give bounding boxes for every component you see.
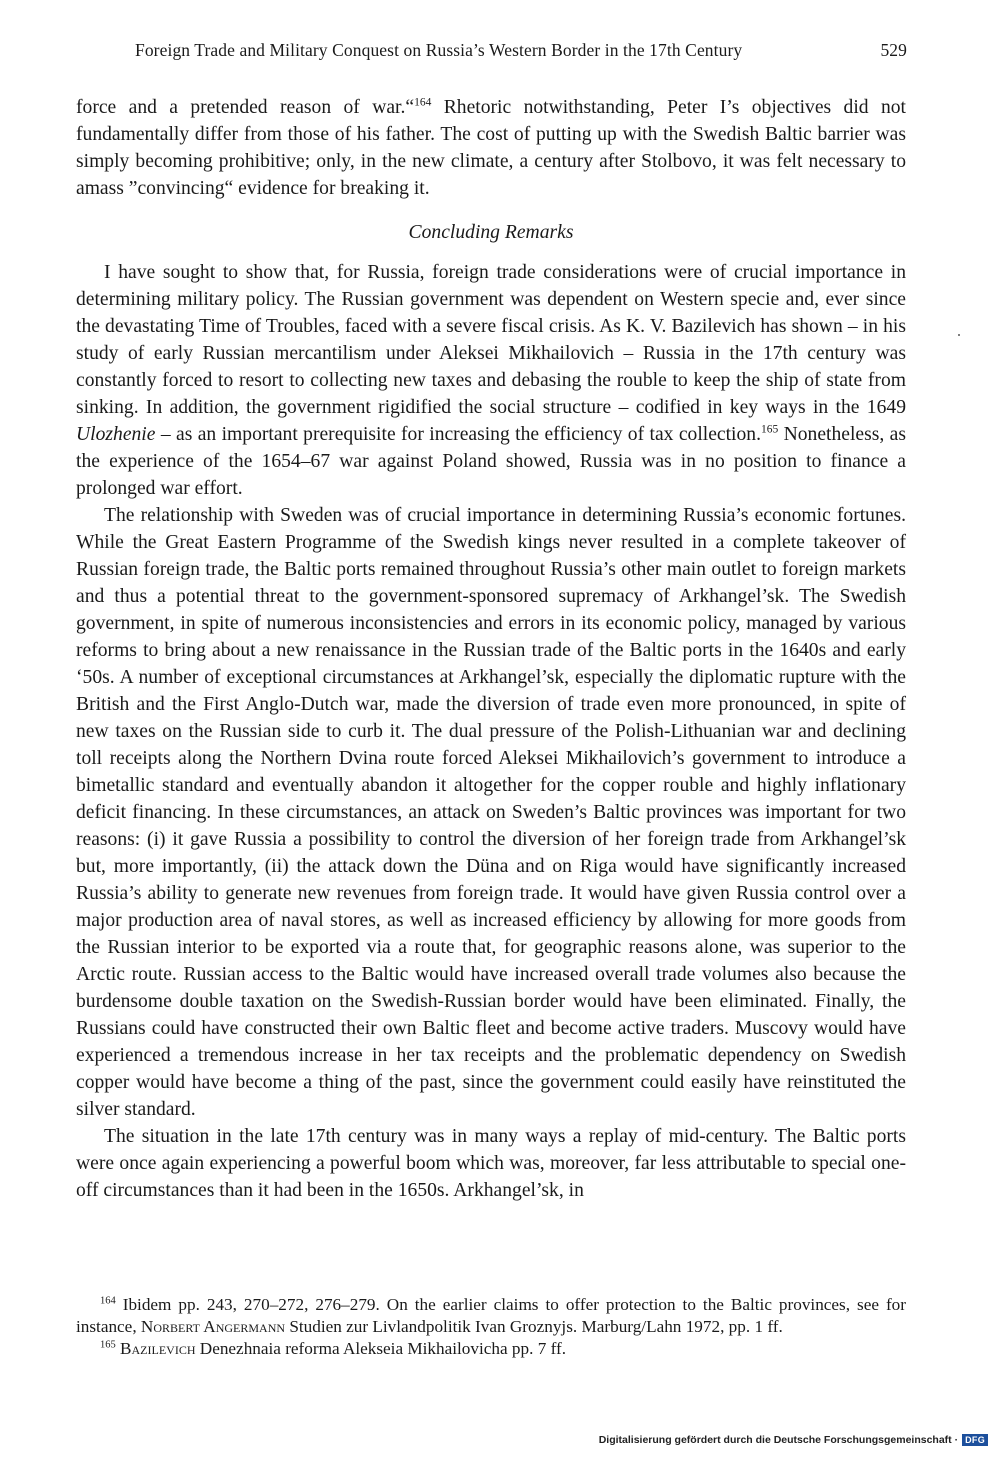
funding-note — [599, 1434, 988, 1446]
footnote-ref-165[interactable]: 165 — [760, 423, 779, 436]
body-text — [76, 94, 906, 1204]
paragraph-1-text-c: Nonetheless, as the experience of the 1654–67 war against Poland showed, Russia was in no position to finance a prolonged war effort. — [76, 424, 906, 499]
page-number: 529 — [880, 40, 907, 60]
scan-speck — [958, 334, 960, 336]
funding-text: Digitalisierung gefördert durch die Deutsche Forschungsgemeinschaft · — [598, 1434, 959, 1446]
footnote-165 — [76, 1338, 906, 1360]
footnotes — [76, 1294, 906, 1360]
paragraph-3: The situation in the late 17th century was in many ways a replay of mid-century. The Baltic ports were once again experiencing a powerful boom which was, moreover, far less attributable to special one-off circumstances than it had been in the 1650s. Arkhangel’sk, in — [76, 1126, 906, 1201]
footnote-text: Ibidem pp. 243, 270–272, 276–279. On the earlier claims to offer protection to the Baltic provinces, see for instance, — [76, 1295, 906, 1336]
section-heading: Concluding Remarks — [408, 222, 574, 243]
paragraph-1 — [76, 259, 906, 502]
running-title: Foreign Trade and Military Conquest on Russia’s Western Border in the 17th Century — [135, 40, 743, 60]
footnote-164 — [76, 1294, 906, 1338]
footnote-number: 165 — [100, 1339, 116, 1351]
paragraph-1-text-b: – as an important prerequisite for increasing the efficiency of tax collection. — [155, 424, 761, 445]
running-header — [135, 40, 907, 61]
footnote-text: Denezhnaia reforma Alekseia Mikhailovicha pp. 7 ff. — [195, 1339, 567, 1358]
opening-text-b: Rhetoric notwithstanding, Peter I’s objectives did not fundamentally differ from those of his father. The cost of putting up with the Swedish Baltic barrier was simply becoming prohibitive; only, in the new climate, a century after Stolbovo, it was felt necessary to amass ”convincing“ evidence for breaking it. — [76, 97, 906, 199]
footnote-author: Bazilevich — [120, 1339, 196, 1358]
opening-text-a: force and a pretended reason of war.“ — [76, 97, 415, 118]
paragraph-2: The relationship with Sweden was of crucial importance in determining Russia’s economic fortunes. While the Great Eastern Programme of the Swedish kings never resulted in a complete takeover of Russian foreign trade, the Baltic ports remained throughout Russia’s other main outlet to foreign markets and thus a potential threat to the government-sponsored supremacy of Arkhangel’sk. The Swedish government, in spite of numerous inconsistencies and errors in its economic policy, managed by various reforms to bring about a new renaissance in the Russian trade of the Baltic ports in the 1640s and early ‘50s. A number of exceptional circumstances at Arkhangel’sk, especially the diplomatic rupture with the British and the First Anglo-Dutch war, made the diversion of trade even more pronounced, in spite of new taxes on the Russian side to curb it. The dual pressure of the Polish-Lithuanian war and declining toll receipts along the Northern Dvina route forced Aleksei Mikhailovich’s government to introduce a bimetallic standard and eventually abandon it altogether for the copper rouble and highly inflationary deficit financing. In these circumstances, an attack on Sweden’s Baltic provinces was important for two reasons: (i) it gave Russia a possibility to control the diversion of her foreign trade from Arkhangel’sk but, more importantly, (ii) the attack down the Düna and on Riga would have significantly increased Russia’s ability to generate new revenues from foreign trade. It would have given Russia control over a major production area of naval stores, as well as increased efficiency by allowing for more goods from the Russian interior to be exported via a route that, for geographic reasons alone, was superior to the Arctic route. Russian access to the Baltic would have increased overall trade volumes also because the burdensome double taxation on the Swedish-Russian border would have been eliminated. Finally, the Russians could have constructed their own Baltic fleet and become active traders. Muscovy would have experienced a tremendous increase in her tax receipts and the problematic dependency on Swedish copper would have become a thing of the past, since the government could easily have reinstituted the silver standard. — [76, 505, 906, 1120]
footnote-text: Studien zur Livlandpolitik Ivan Groznyjs. Marburg/Lahn 1972, pp. 1 ff. — [285, 1317, 783, 1336]
dfg-logo[interactable]: DFG — [962, 1434, 988, 1446]
paragraph-1-italic: Ulozhenie — [76, 424, 156, 445]
footnote-ref-164[interactable]: 164 — [414, 96, 432, 109]
footnote-number: 164 — [100, 1295, 116, 1307]
opening-paragraph — [76, 94, 906, 202]
paragraph-1-text-a: I have sought to show that, for Russia, foreign trade considerations were of crucial importance in determining military policy. The Russian government was dependent on Western specie and, ever since the devastating Time of Troubles, faced with a severe fiscal crisis. As K. V. Bazilevich has shown – in his study of early Russian mercantilism under Aleksei Mikhailovich – Russia in the 17th century was constantly forced to resort to collecting new taxes and debasing the rouble to keep the ship of state from sinking. In addition, the government rigidified the social structure – codified in key ways in the 1649 — [76, 262, 906, 418]
footnote-author: Norbert Angermann — [140, 1317, 286, 1336]
